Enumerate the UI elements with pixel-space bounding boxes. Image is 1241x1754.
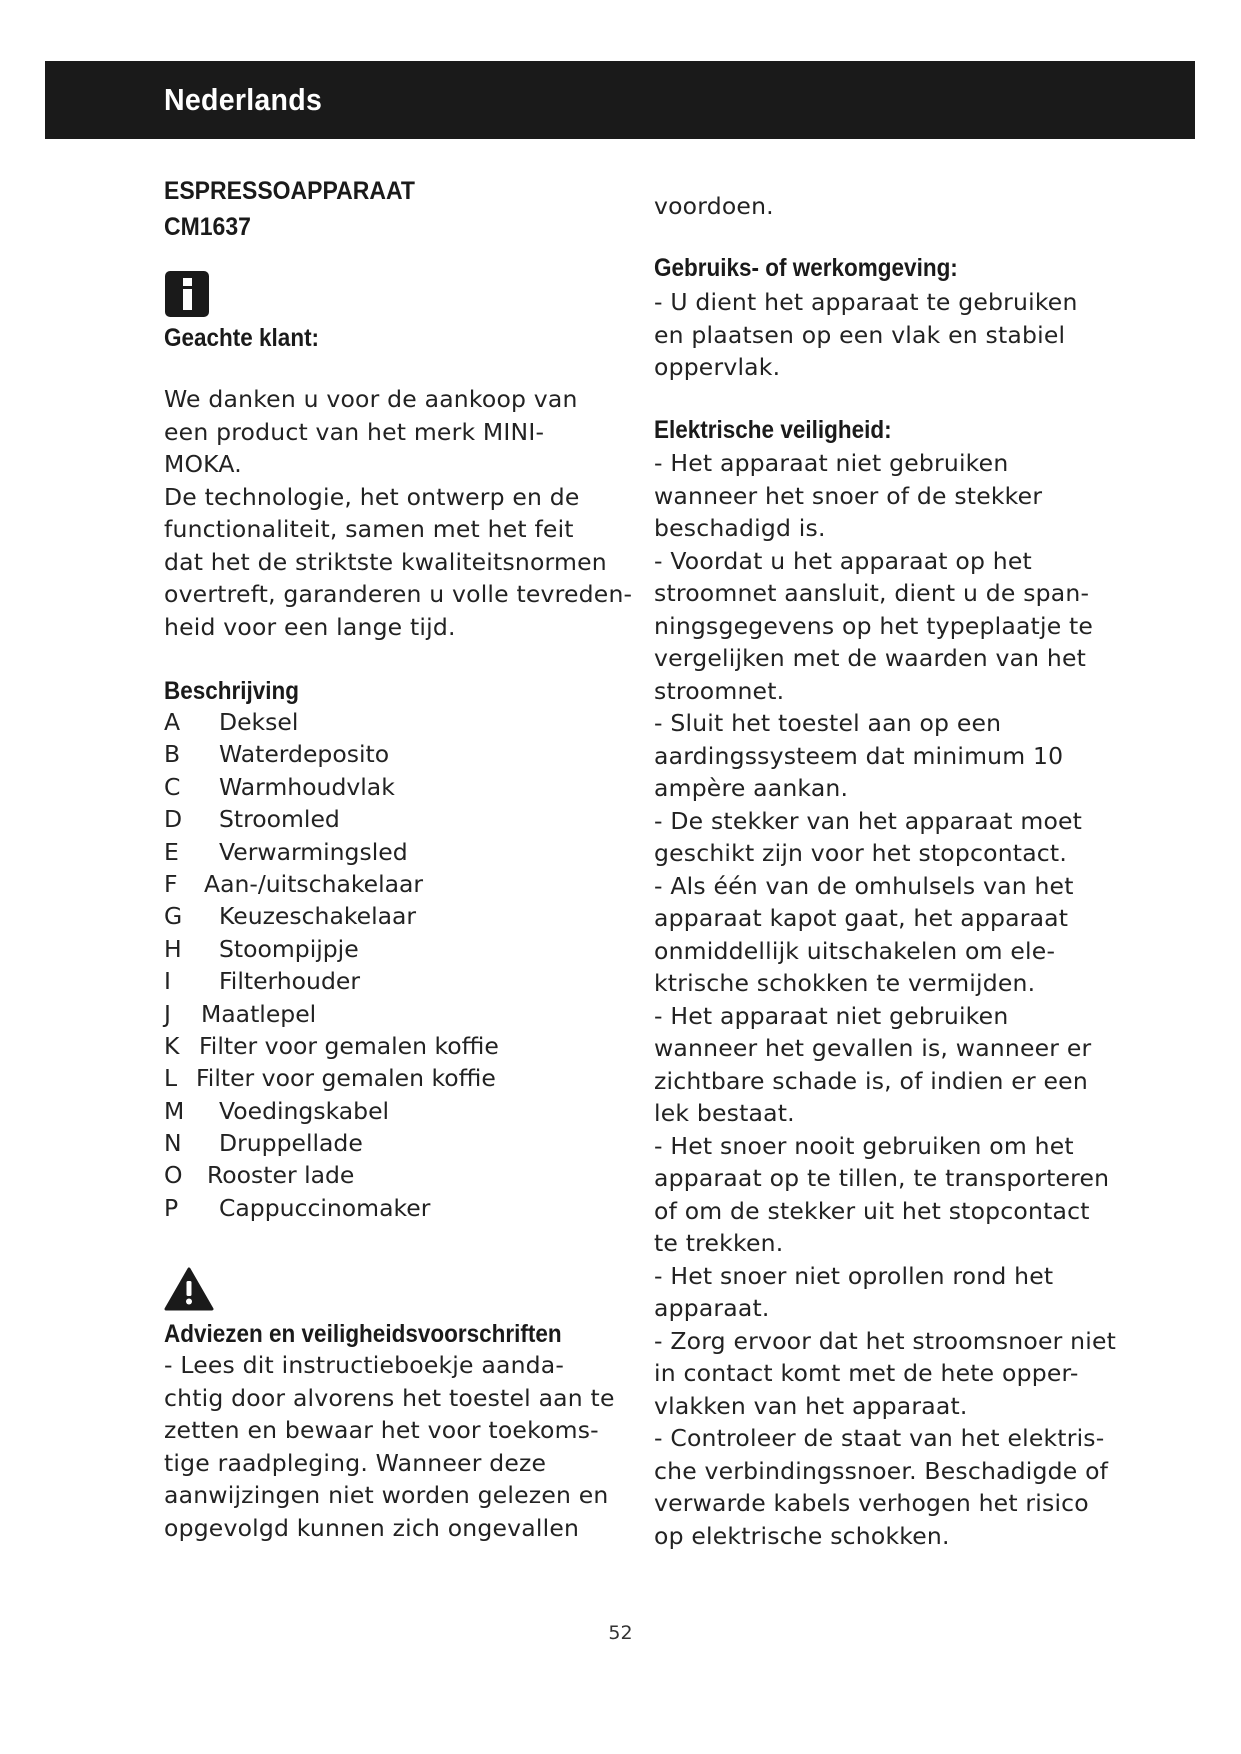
list-item: G Keuzeschakelaar: [164, 902, 417, 931]
parts-list: [164, 706, 634, 1224]
safety-heading: Adviezen en veiligheidsvoorschriften: [164, 1320, 562, 1348]
list-item: E Verwarmingsled: [164, 837, 408, 866]
list-item: D Stroomled: [164, 805, 340, 834]
list-item: M Voedingskabel: [164, 1096, 390, 1125]
list-item: L Filter voor gemalen koffie: [164, 1064, 496, 1093]
electrical-heading: Elektrische veiligheid:: [654, 416, 892, 444]
product-title-block: [164, 173, 415, 245]
language-header-bar: [45, 61, 1195, 139]
environment-paragraph: - U dient het apparaat te gebruiken en plaatsen op een vlak en stabiel oppervlak.: [654, 288, 1078, 381]
warning-icon: [164, 1267, 214, 1315]
description-heading: Beschrijving: [164, 677, 300, 705]
electrical-paragraph: - Het apparaat niet gebruiken wanneer het snoer of de stekker beschadigd is. - Voordat u het apparaat op het stroomnet aansluit, dient u de span- ningsgegevens op het typeplaatje te vergelijken met de waarden van het stroomnet. - Sluit het toestel aan op een aardingssysteem dat minimum 10 ampère aankan. - De stekker van het apparaat moet geschikt zijn voor het stopcontact. - Als één van de omhulsels van het apparaat kapot gaat, het apparaat onmiddellijk uitschakelen om ele- ktrische schokken te vermijden. - Het apparaat niet gebruiken wanneer het gevallen is, wanneer er zichtbare schade is, of indien er een lek bestaat. - Het snoer nooit gebruiken om het apparaat op te tillen, te transporteren of om de stekker uit het stopcontact te trekken. - Het snoer niet oprollen rond het apparaat. - Zorg ervoor dat het stroomsnoer niet in contact komt met de hete opper- vlakken van het apparaat. - Controleer de staat van het elektris- che verbindingssnoer. Beschadigde of verwarde kabels verhogen het risico op elektrische schokken.: [654, 449, 1117, 1550]
intro-paragraph: We danken u voor de aankoop van een product van het merk MINI- MOKA. De technologie, het ontwerp en de functionaliteit, samen met het feit dat het de striktste kwaliteitsnormen overtreft, garanderen u volle tevreden- heid voor een lange tijd.: [164, 385, 633, 641]
list-item: C Warmhoudvlak: [164, 772, 395, 801]
list-item: I Filterhouder: [164, 967, 360, 996]
list-item: P Cappuccinomaker: [164, 1193, 431, 1222]
list-item: B Waterdeposito: [164, 740, 390, 769]
page-number: 52: [608, 1622, 633, 1644]
safety-paragraph: - Lees dit instructieboekje aanda- chtig door alvorens het toestel aan te zetten en bewaar het voor toekoms- tige raadpleging. Wanneer deze aanwijzingen niet worden gelezen en opgevolgd kunnen zich ongevallen: [164, 1351, 615, 1542]
list-item: J Maatlepel: [164, 999, 317, 1028]
list-item: H Stoompijpje: [164, 934, 359, 963]
language-title: Nederlands: [164, 82, 323, 117]
product-title: ESPRESSOAPPARAAT: [164, 177, 415, 205]
model-number: CM1637: [164, 213, 251, 241]
continued-paragraph: voordoen.: [654, 192, 774, 220]
greeting-heading: Geachte klant:: [164, 324, 320, 352]
list-item: K Filter voor gemalen koffie: [164, 1031, 499, 1060]
environment-heading: Gebruiks- of werkomgeving:: [654, 254, 958, 282]
list-item: A Deksel: [164, 708, 299, 736]
list-item: F Aan-/uitschakelaar: [164, 869, 424, 898]
list-item: N Druppellade: [164, 1129, 363, 1158]
info-icon: [165, 271, 209, 321]
list-item: O Rooster lade: [164, 1161, 355, 1190]
